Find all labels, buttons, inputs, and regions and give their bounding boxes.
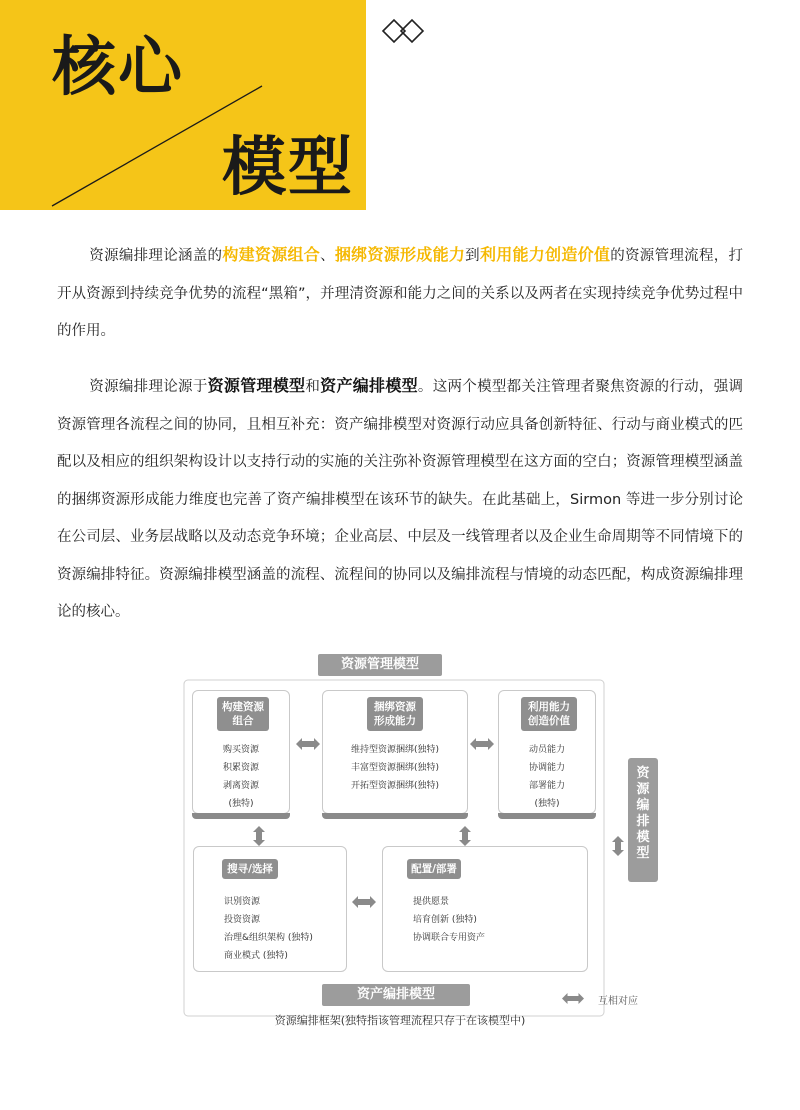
box4-items: 识别资源 投资资源 治理&组织架构 (独特) 商业模式 (独特) (224, 897, 313, 961)
box1-items: 购买资源 积累资源 剥离资源 (独特) (222, 745, 259, 809)
resource-management-model-title: 资源管理模型 (318, 654, 442, 676)
double-arrow-icon (296, 738, 320, 750)
box-build-portfolio (192, 690, 290, 814)
double-arrow-icon (352, 896, 376, 908)
bold-asset-orchestration-model: 资产编排模型 (320, 376, 418, 395)
asset-orchestration-model-title: 资产编排模型 (322, 984, 470, 1006)
label-configure-deploy: 配置/部署 (407, 859, 461, 879)
legend-label: 互相对应 (598, 996, 638, 1007)
resource-orchestration-diagram (0, 650, 800, 1040)
title-line-2: 模型 (222, 131, 354, 205)
highlight-build-portfolio: 构建资源组合 (222, 245, 321, 264)
box2-items: 维持型资源捆绑(独特) 丰富型资源捆绑(独特) 开拓型资源捆绑(独特) (350, 745, 440, 791)
paragraph-origin: 资源编排理论源于资源管理模型和资产编排模型。这两个模型都关注管理者聚焦资源的行动，强调资源管理各流程之间的协同，且相互补充：资产编排模型对资源行动应具备创新特征、行动与商业模式的匹配以及相应的组织架构设计以支持行动的实施的关注弥补资源管理模型在这方面的空白；资源管理模型涵盖的捆绑资源形成能力维度也完善了资产编排模型在该环节的缺失。在此基础上，Sirmon 等进一步分别讨论在公司层、业务层战略以及动态竞争环境；企业高层、中层及一线管理者以及企业生命周期等不同情境下的资源编排特征。资源编排模型涵盖的流程、流程间的协同以及编排流程与情境的动态匹配，构成资源编排理论的核心。 (57, 376, 743, 620)
box-bundle-capability (322, 690, 468, 814)
diagram-caption: 资源编排框架(独特指该管理流程只存于在该模型中) (274, 1014, 526, 1027)
box-search-select (193, 846, 347, 972)
bold-resource-management-model: 资源管理模型 (207, 376, 306, 395)
legend-double-arrow-icon (562, 993, 584, 1004)
label-bundle-capability: 捆绑资源形成能力 (367, 697, 423, 731)
highlight-leverage-value: 利用能力创造价值 (479, 245, 611, 264)
label-leverage-value: 利用能力创造价值 (521, 697, 577, 731)
highlight-bundle-capability: 捆绑资源形成能力 (334, 245, 466, 264)
interlocked-diamonds-icon (380, 16, 426, 46)
title-line-1: 核心 (52, 31, 184, 105)
resource-orchestration-model-title: 资源编排模型 (628, 758, 658, 882)
double-arrow-vertical-icon (253, 826, 265, 846)
box-leverage-value (498, 690, 596, 814)
double-arrow-vertical-icon (612, 836, 624, 856)
box3-items: 动员能力 协调能力 部署能力 (独特) (528, 745, 565, 809)
box5-items: 提供愿景 培育创新 (独特) 协调联合专用资产 (413, 897, 486, 943)
box-configure-deploy (382, 846, 588, 972)
double-arrow-icon (470, 738, 494, 750)
label-search-select: 搜寻/选择 (222, 859, 278, 879)
label-build-portfolio: 构建资源组合 (217, 697, 269, 731)
paragraph-intro: 资源编排理论涵盖的构建资源组合、捆绑资源形成能力到利用能力创造价值的资源管理流程，打开从资源到持续竞争优势的流程“黑箱”，并理清资源和能力之间的关系以及两者在实现持续竞争优势过程中的作用。 (57, 245, 744, 339)
header-banner (0, 0, 366, 210)
double-arrow-vertical-icon (459, 826, 471, 846)
